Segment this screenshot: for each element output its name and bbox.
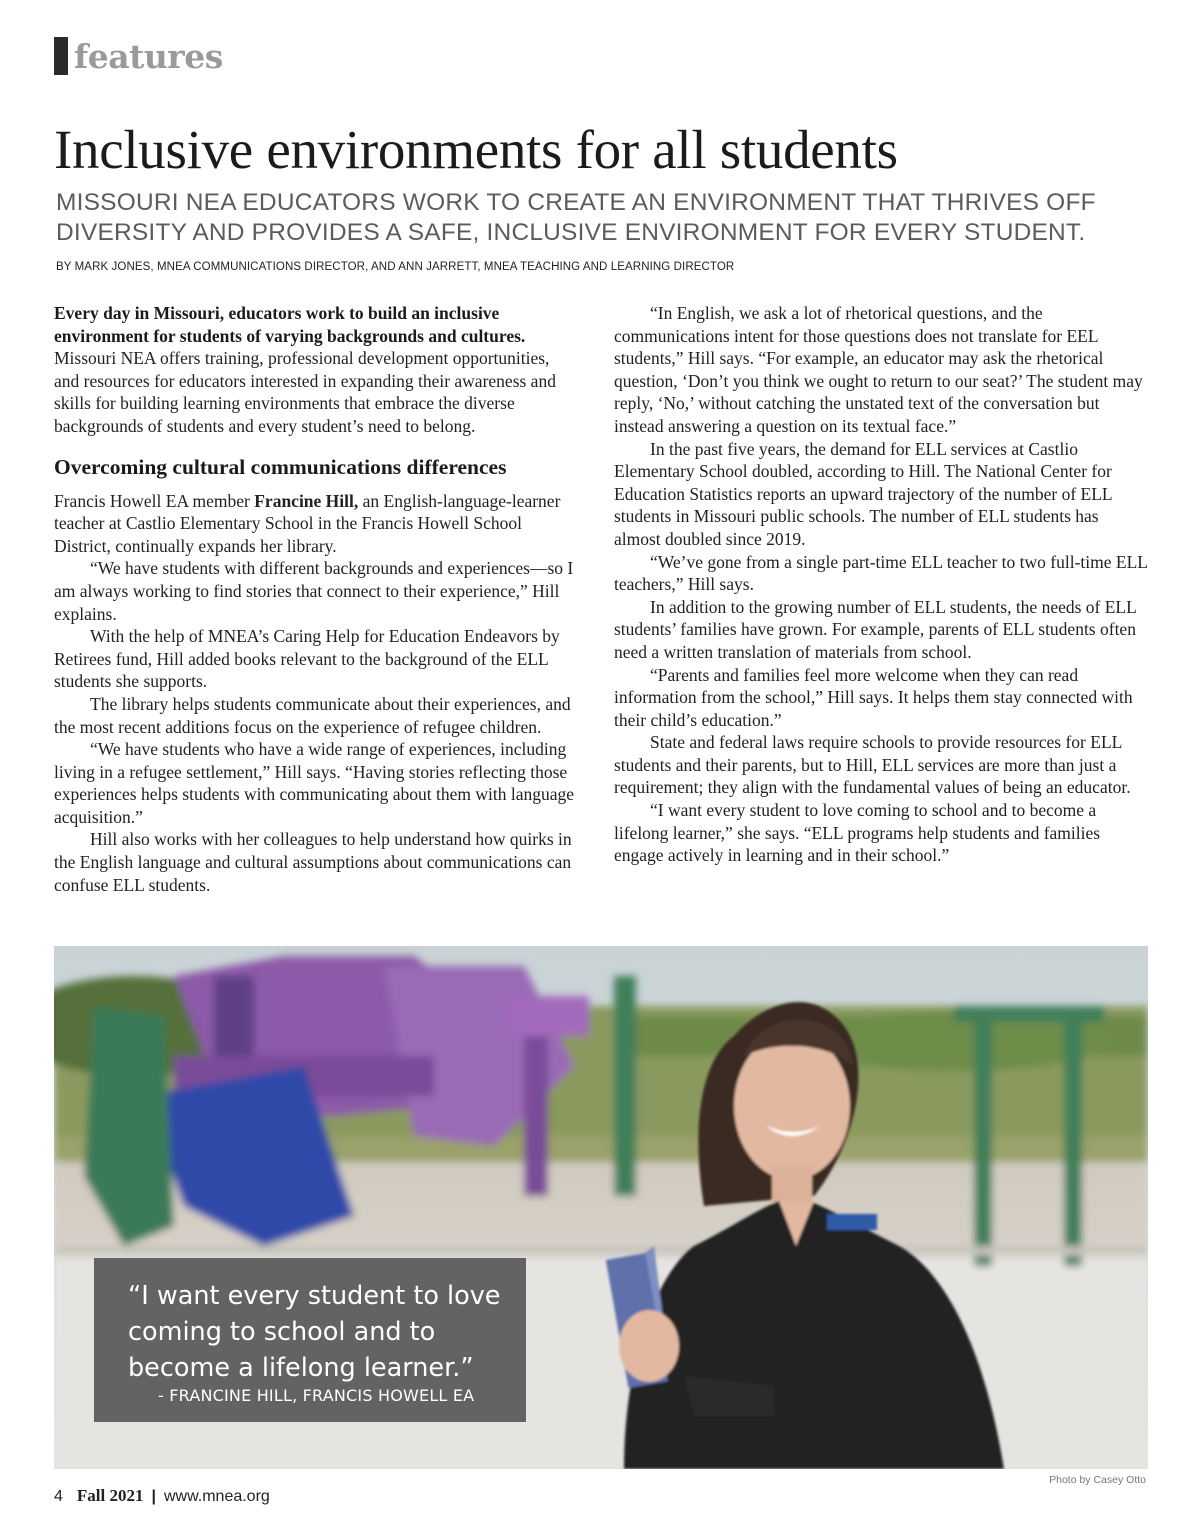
body-paragraph: In addition to the growing number of ELL students, the needs of ELL students’ families have grown. For example, parents of ELL students often need a written translation of materials from school. [614, 596, 1137, 662]
article-title: Inclusive environments for all students [54, 119, 898, 180]
intro-text-post: an English-language-learner teacher at Castlio Elementary School in the Francis Howell School District, continually expands her library. [54, 490, 561, 556]
body-paragraph: “I want every student to love coming to school and to become a lifelong learner,” she says. “ELL programs help students and families engage actively in learning and in their school.” [614, 800, 1101, 866]
subheading: Overcoming cultural communications differences [54, 454, 507, 479]
left-column [54, 302, 578, 896]
article-deck: MISSOURI NEA EDUCATORS WORK TO CREATE AN ENVIRONMENT THAT THRIVES OFF DIVERSITY AND PROVIDES A SAFE, INCLUSIVE ENVIRONMENT FOR EVERY STUDENT. [56, 189, 1096, 246]
intro-name: Francine Hill, [254, 490, 359, 511]
page-footer [54, 1486, 270, 1506]
body-paragraph: In the past five years, the demand for ELL services at Castlio Elementary School doubled, according to Hill. The National Center for Education Statistics reports an upward trajectory of the number of ELL students in Missouri public schools. The number of ELL students has almost doubled since 2019. [614, 438, 1112, 549]
pull-quote-box [94, 1258, 526, 1422]
lead-bold-text: Every day in Missouri, educators work to build an inclusive environment for students of varying backgrounds and cultures. [54, 303, 526, 346]
intro-paragraph [54, 490, 578, 558]
pull-quote-attribution: - FRANCINE HILL, FRANCIS HOWELL EA [158, 1386, 475, 1405]
body-paragraph: Hill also works with her colleagues to help understand how quirks in the English language and cultural assumptions about communications can confuse ELL students. [54, 829, 572, 895]
body-paragraph: With the help of MNEA’s Caring Help for Education Endeavors by Retirees fund, Hill added books relevant to the background of the ELL students she supports. [54, 626, 560, 692]
byline: BY MARK JONES, MNEA COMMUNICATIONS DIRECTOR, AND ANN JARRETT, MNEA TEACHING AND LEARNING DIRECTOR [56, 261, 735, 273]
lead-paragraph [54, 302, 578, 438]
footer-divider: | [151, 1488, 156, 1505]
intro-text-pre: Francis Howell EA member [54, 490, 255, 511]
issue-label: Fall 2021 [76, 1486, 144, 1505]
body-paragraph: “We have students who have a wide range of experiences, including living in a refugee settlement,” Hill says. “Having stories reflecting those experiences helps students with communicating about them with language acquisition.” [54, 739, 575, 827]
section-marker-bar [54, 37, 68, 75]
pull-quote-text: “I want every student to love coming to school and to become a lifelong learner.” [128, 1281, 501, 1383]
page-number: 4 [54, 1488, 63, 1505]
website-link[interactable]: www.mnea.org [163, 1488, 270, 1505]
lead-text: Missouri NEA offers training, professional development opportunities, and resources for educators interested in expanding their awareness and skills for building learning environments that embrace the diverse backgrounds of students and every student’s need to belong. [54, 348, 556, 436]
body-paragraph: The library helps students communicate about their experiences, and the most recent additions focus on the experience of refugee children. [54, 693, 571, 737]
section-label: features [74, 36, 223, 76]
section-tag [54, 36, 223, 76]
body-paragraph: “We’ve gone from a single part-time ELL teacher to two full-time ELL teachers,” Hill says. [614, 551, 1148, 595]
body-paragraph: State and federal laws require schools to provide resources for ELL students and their parents, but to Hill, ELL services are more than just a requirement; they align with the fundamental values of being an educator. [614, 732, 1131, 798]
body-paragraph: “We have students with different backgrounds and experiences—so I am always working to find stories that connect to their experience,” Hill explains. [54, 558, 574, 624]
right-column [614, 302, 1148, 867]
photo-credit: Photo by Casey Otto [1049, 1474, 1146, 1486]
body-paragraph: “Parents and families feel more welcome when they can read information from the school,” Hill says. It helps them stay connected with their child’s education.” [614, 664, 1133, 730]
body-paragraph: “In English, we ask a lot of rhetorical questions, and the communications intent for those questions does not translate for EEL students,” Hill says. “For example, an educator may ask the rhetorical question, ‘Don’t you think we ought to return to our seat?’ The student may reply, ‘No,’ without catching the unstated text of the conversation but instead answering a question on its textual face.” [614, 303, 1143, 436]
